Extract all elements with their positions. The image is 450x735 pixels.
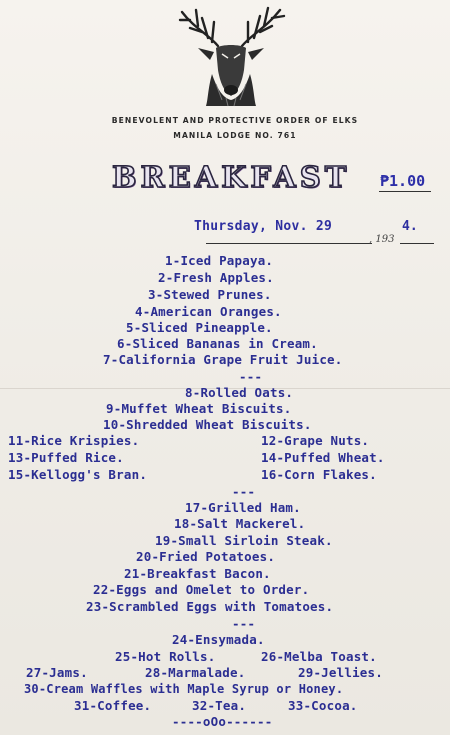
menu-item: 22-Eggs and Omelet to Order. [93, 582, 310, 597]
menu-item: 15-Kellogg's Bran. [8, 467, 148, 482]
year-rule [400, 243, 434, 244]
menu-item: 32-Tea. [192, 698, 247, 713]
menu-item: 7-California Grape Fruit Juice. [103, 352, 343, 367]
section-separator: --- [232, 484, 256, 499]
menu-item: 19-Small Sirloin Steak. [155, 533, 333, 548]
menu-item: 20-Fried Potatoes. [136, 549, 276, 564]
year-print: , 193 [369, 234, 395, 245]
section-separator: --- [232, 616, 256, 631]
menu-item: 31-Coffee. [74, 698, 152, 713]
menu-item: 30-Cream Waffles with Maple Syrup or Honey. [24, 682, 344, 696]
menu-item: 16-Corn Flakes. [261, 467, 377, 482]
menu-item: 2-Fresh Apples. [158, 270, 274, 285]
menu-item: 9-Muffet Wheat Biscuits. [106, 401, 292, 416]
menu-item: 18-Salt Mackerel. [174, 516, 306, 531]
menu-item: 3-Stewed Prunes. [148, 287, 272, 302]
lodge-name: MANILA LODGE NO. 761 [173, 131, 297, 140]
menu-end-mark: ----oOo------ [172, 714, 273, 729]
menu-item: 21-Breakfast Bacon. [124, 566, 271, 581]
menu-item: 17-Grilled Ham. [185, 500, 301, 515]
menu-date-number: 4. [402, 219, 418, 234]
menu-item: 11-Rice Krispies. [8, 433, 140, 448]
menu-item: 1-Iced Papaya. [165, 253, 274, 268]
menu-price: ₱1.00 [380, 172, 426, 190]
menu-item: 28-Marmalade. [145, 665, 246, 680]
date-rule [206, 243, 372, 244]
menu-item: 4-American Oranges. [135, 304, 282, 319]
menu-item: 6-Sliced Bananas in Cream. [117, 336, 318, 351]
menu-item: 29-Jellies. [298, 665, 383, 680]
menu-item: 25-Hot Rolls. [115, 649, 216, 664]
menu-item: 13-Puffed Rice. [8, 450, 124, 465]
menu-title: BREAKFAST [112, 160, 351, 194]
price-underline [379, 191, 431, 192]
menu-item: 26-Melba Toast. [261, 649, 377, 664]
menu-item: 8-Rolled Oats. [185, 385, 294, 400]
menu-item: 24-Ensymada. [172, 632, 265, 647]
menu-item: 27-Jams. [26, 665, 88, 680]
menu-item: 5-Sliced Pineapple. [126, 320, 273, 335]
elk-head-icon [172, 4, 290, 108]
menu-item: 14-Puffed Wheat. [261, 450, 385, 465]
menu-item: 23-Scrambled Eggs with Tomatoes. [86, 599, 334, 614]
menu-item: 33-Cocoa. [288, 698, 358, 713]
section-separator: --- [239, 369, 263, 384]
menu-item: 12-Grape Nuts. [261, 433, 370, 448]
organization-name: BENEVOLENT AND PROTECTIVE ORDER OF ELKS [111, 116, 359, 125]
menu-date: Thursday, Nov. 29 [194, 219, 333, 234]
menu-item: 10-Shredded Wheat Biscuits. [103, 417, 312, 432]
